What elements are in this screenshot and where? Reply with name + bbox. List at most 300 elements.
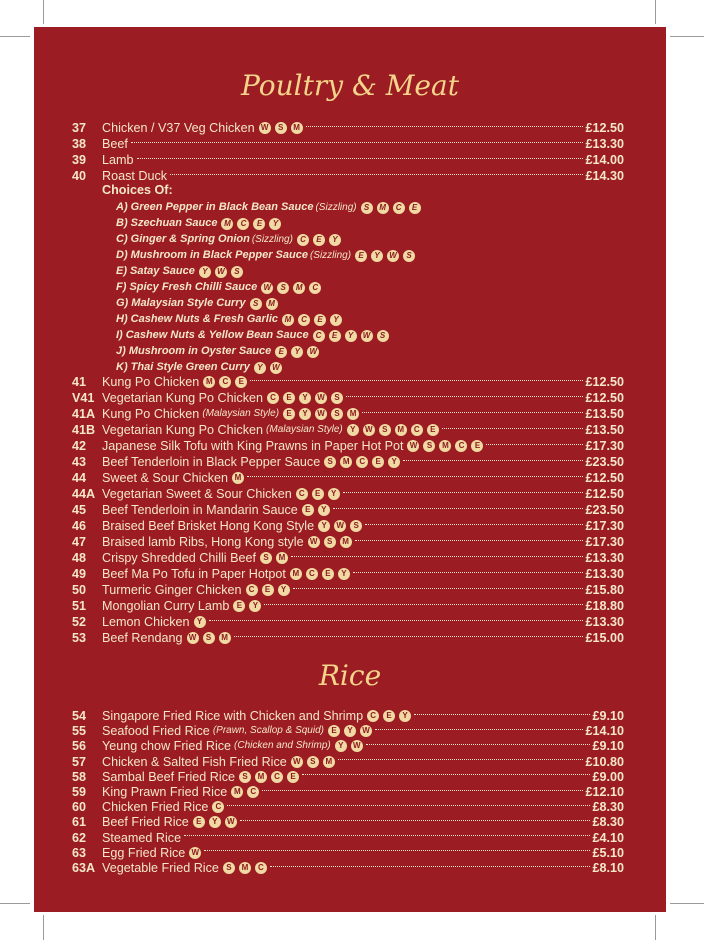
wheat-icon: W [315, 408, 327, 420]
item-price: £15.00 [585, 631, 624, 645]
egg-icon: E [328, 725, 340, 737]
sesame-icon: S [324, 456, 336, 468]
item-number: 51 [72, 599, 87, 613]
wheat-icon: W [291, 756, 303, 768]
allergen-icons [239, 771, 299, 783]
menu-item [34, 630, 666, 646]
soya-icon: Y [328, 488, 340, 500]
item-price: £10.80 [585, 754, 624, 769]
item-name: Kung Po Chicken [102, 407, 200, 421]
wheat-icon: W [315, 392, 327, 404]
dot-leader [264, 604, 583, 605]
mollusc-icon: M [203, 376, 215, 388]
allergen-icons [407, 440, 483, 452]
allergen-icons [193, 816, 237, 828]
wheat-icon: W [307, 346, 319, 358]
choice-name: C) Ginger & Spring Onion [116, 233, 250, 245]
allergen-icons [259, 122, 303, 134]
chilli-icon: C [367, 710, 379, 722]
crop-mark [670, 36, 704, 37]
crop-mark [655, 0, 656, 24]
item-price: £17.30 [585, 439, 624, 453]
sesame-icon: S [260, 552, 272, 564]
dot-leader [204, 850, 590, 851]
soya-icon: Y [209, 816, 221, 828]
item-price: £12.50 [585, 487, 624, 501]
egg-icon: E [302, 504, 314, 516]
item-note: (Malaysian Style) [266, 424, 343, 435]
item-number: 41B [72, 423, 96, 437]
mollusc-icon: M [231, 786, 243, 798]
item-price: £23.50 [585, 455, 624, 469]
allergen-icons [282, 314, 342, 326]
allergen-icons [367, 710, 411, 722]
egg-icon: E [283, 392, 295, 404]
sauce-choice [116, 248, 415, 263]
dot-leader [353, 572, 584, 573]
menu-item [34, 502, 666, 518]
egg-icon: E [193, 816, 205, 828]
item-price: £8.30 [592, 800, 624, 815]
dot-leader [184, 835, 590, 836]
mollusc-icon: M [290, 568, 302, 580]
mollusc-icon: M [276, 552, 288, 564]
menu-item [34, 422, 666, 438]
allergen-icons [223, 862, 267, 874]
crop-mark [655, 915, 656, 940]
allergen-icons [203, 376, 247, 388]
allergen-icons [194, 616, 206, 628]
wheat-icon: W [261, 282, 273, 294]
chilli-icon: C [297, 234, 309, 246]
allergen-icons [199, 266, 243, 278]
item-name: Singapore Fried Rice with Chicken and Shrimp [102, 709, 364, 723]
menu-item [34, 550, 666, 566]
allergen-icons [231, 786, 259, 798]
chilli-icon: C [309, 282, 321, 294]
item-price: £9.00 [592, 769, 624, 784]
sauce-choice [116, 328, 389, 343]
item-price: £8.30 [592, 815, 624, 830]
item-price: £8.10 [592, 861, 624, 875]
choice-name: A) Green Pepper in Black Bean Sauce [116, 201, 314, 213]
chilli-icon: C [246, 584, 258, 596]
item-price: £13.30 [585, 137, 624, 151]
item-name: Japanese Silk Tofu with King Prawns in Paper Hot Pot [102, 439, 404, 453]
choice-name: K) Thai Style Green Curry [116, 361, 250, 373]
item-number: 44A [72, 487, 96, 501]
choice-name: D) Mushroom in Black Pepper Sauce [116, 249, 308, 261]
mollusc-icon: M [347, 408, 359, 420]
sesame-icon: S [203, 632, 215, 644]
menu-page [34, 27, 666, 912]
item-number: V41 [72, 391, 95, 405]
dot-leader [247, 476, 583, 477]
choice-name: F) Spicy Fresh Chilli Sauce [116, 281, 258, 293]
dot-leader [262, 790, 583, 791]
item-number: 39 [72, 153, 87, 167]
chilli-icon: C [306, 568, 318, 580]
soya-icon: Y [194, 616, 206, 628]
item-name: Braised Beef Brisket Hong Kong Style [102, 519, 315, 533]
soya-icon: Y [371, 250, 383, 262]
sauce-choice [116, 264, 243, 279]
item-price: £12.50 [585, 375, 624, 389]
allergen-icons [347, 424, 439, 436]
item-name: Chicken / V37 Veg Chicken [102, 121, 255, 135]
item-price: £9.10 [592, 709, 624, 723]
soya-icon: Y [338, 568, 350, 580]
allergen-icons [335, 740, 363, 752]
dot-leader [234, 636, 584, 637]
sesame-icon: S [239, 771, 251, 783]
egg-icon: E [427, 424, 439, 436]
allergen-icons [212, 801, 224, 813]
menu-item [34, 518, 666, 534]
egg-icon: E [314, 314, 326, 326]
item-price: £9.10 [592, 739, 624, 754]
mollusc-icon: M [255, 771, 267, 783]
sauce-choice [116, 216, 281, 231]
item-price: £13.30 [585, 551, 624, 565]
item-number: 60 [72, 800, 87, 815]
allergen-icons [233, 600, 261, 612]
chilli-icon: C [219, 376, 231, 388]
menu-item [34, 152, 666, 168]
chilli-icon: C [247, 786, 259, 798]
soya-icon: Y [347, 424, 359, 436]
allergen-icons [355, 250, 415, 262]
allergen-icons [297, 234, 341, 246]
soya-icon: Y [299, 408, 311, 420]
item-number: 58 [72, 769, 87, 784]
dot-leader [227, 805, 590, 806]
item-price: £17.30 [585, 519, 624, 533]
menu-item [34, 168, 666, 184]
egg-icon: E [471, 440, 483, 452]
mollusc-icon: M [239, 862, 251, 874]
wheat-icon: W [334, 520, 346, 532]
egg-icon: E [383, 710, 395, 722]
item-price: £18.80 [585, 599, 624, 613]
menu-item [34, 390, 666, 406]
mollusc-icon: M [266, 298, 278, 310]
mollusc-icon: M [282, 314, 294, 326]
dot-leader [343, 492, 584, 493]
egg-icon: E [235, 376, 247, 388]
item-number: 48 [72, 551, 87, 565]
egg-icon: E [313, 234, 325, 246]
chilli-icon: C [411, 424, 423, 436]
sesame-icon: S [275, 122, 287, 134]
item-name: Sambal Beef Fried Rice [102, 769, 235, 784]
soya-icon: Y [344, 725, 356, 737]
item-note: (Chicken and Shrimp) [234, 740, 331, 752]
wheat-icon: W [360, 725, 372, 737]
item-price: £15.80 [585, 583, 624, 597]
choice-name: H) Cashew Nuts & Fresh Garlic [116, 313, 278, 325]
sesame-icon: S [277, 282, 289, 294]
item-note: (Prawn, Scallop & Squid) [212, 725, 324, 737]
item-number: 59 [72, 785, 87, 799]
item-name: Braised lamb Ribs, Hong Kong style [102, 535, 304, 549]
choice-note: (Sizzling) [309, 250, 352, 261]
item-name: Lamb [102, 153, 134, 167]
dot-leader [338, 759, 584, 760]
soya-icon: Y [345, 330, 357, 342]
sesame-icon: S [361, 202, 373, 214]
item-number: 37 [72, 121, 87, 135]
allergen-icons [246, 584, 290, 596]
wheat-icon: W [351, 740, 363, 752]
menu-item [34, 830, 666, 846]
chilli-icon: C [298, 314, 310, 326]
crop-mark [43, 0, 44, 24]
dot-leader [302, 774, 590, 775]
allergen-icons [275, 346, 319, 358]
allergen-icons [189, 847, 201, 859]
mollusc-icon: M [219, 632, 231, 644]
item-name: Seafood Fried Rice [102, 724, 210, 739]
item-price: £5.10 [592, 845, 624, 860]
item-name: King Prawn Fried Rice [102, 785, 228, 799]
mollusc-icon: M [232, 472, 244, 484]
item-name: Beef Tenderloin in Mandarin Sauce [102, 503, 298, 517]
allergen-icons [361, 202, 421, 214]
item-number: 47 [72, 535, 87, 549]
chilli-icon: C [455, 440, 467, 452]
sauce-choice [116, 344, 319, 359]
item-name: Beef Rendang [102, 631, 183, 645]
item-name: Chicken & Salted Fish Fried Rice [102, 754, 287, 769]
soya-icon: Y [254, 362, 266, 374]
dot-leader [137, 158, 584, 159]
sauce-choice [116, 232, 341, 247]
sesame-icon: S [250, 298, 262, 310]
wheat-icon: W [308, 536, 320, 548]
dot-leader [209, 620, 584, 621]
menu-item [34, 784, 666, 800]
item-price: £13.30 [585, 567, 624, 581]
choice-name: J) Mushroom in Oyster Sauce [116, 345, 272, 357]
choice-name: I) Cashew Nuts & Yellow Bean Sauce [116, 329, 309, 341]
allergen-icons [318, 520, 362, 532]
menu-item [34, 860, 666, 876]
menu-item [34, 738, 666, 754]
allergen-icons [267, 392, 343, 404]
sauce-choice [116, 360, 282, 375]
dot-leader [170, 174, 583, 175]
sauce-choice [116, 296, 278, 311]
item-number: 50 [72, 583, 87, 597]
wheat-icon: W [407, 440, 419, 452]
dot-leader [333, 508, 584, 509]
item-name: Egg Fried Rice [102, 845, 186, 860]
choice-note: (Sizzling) [315, 202, 357, 213]
wheat-icon: W [361, 330, 373, 342]
item-name: Vegetarian Sweet & Sour Chicken [102, 487, 292, 501]
soya-icon: Y [299, 392, 311, 404]
item-price: £12.10 [585, 785, 624, 799]
mollusc-icon: M [221, 218, 233, 230]
chilli-icon: C [296, 488, 308, 500]
chilli-icon: C [237, 218, 249, 230]
allergen-icons [302, 504, 330, 516]
sesame-icon: S [350, 520, 362, 532]
dot-leader [442, 428, 584, 429]
wheat-icon: W [225, 816, 237, 828]
menu-item [34, 470, 666, 486]
item-name: Steamed Rice [102, 830, 182, 845]
item-price: £12.50 [585, 121, 624, 135]
mollusc-icon: M [293, 282, 305, 294]
menu-item [34, 754, 666, 770]
item-price: £12.50 [585, 471, 624, 485]
menu-item [34, 120, 666, 136]
rice-section-title: Rice [318, 659, 382, 692]
dot-leader [362, 412, 583, 413]
soya-icon: Y [388, 456, 400, 468]
item-number: 52 [72, 615, 87, 629]
item-name: Vegetarian Kung Po Chicken [102, 391, 264, 405]
chilli-icon: C [255, 862, 267, 874]
dot-leader [240, 820, 591, 821]
wheat-icon: W [387, 250, 399, 262]
allergen-icons [254, 362, 282, 374]
soya-icon: Y [291, 346, 303, 358]
menu-item [34, 534, 666, 550]
wheat-icon: W [215, 266, 227, 278]
menu-item [34, 708, 666, 724]
egg-icon: E [329, 330, 341, 342]
item-number: 63A [72, 861, 96, 875]
item-number: 40 [72, 169, 87, 183]
soya-icon: Y [278, 584, 290, 596]
dot-leader [414, 714, 590, 715]
allergen-icons [283, 408, 359, 420]
crop-mark [0, 903, 30, 904]
menu-item [34, 454, 666, 470]
item-name: Beef Tenderloin in Black Pepper Sauce [102, 455, 321, 469]
chilli-icon: C [267, 392, 279, 404]
sesame-icon: S [307, 756, 319, 768]
crop-mark [670, 903, 704, 904]
item-price: £23.50 [585, 503, 624, 517]
allergen-icons [187, 632, 231, 644]
allergen-icons [296, 488, 340, 500]
menu-item [34, 814, 666, 830]
item-price: £17.30 [585, 535, 624, 549]
choice-note: (Sizzling) [251, 234, 293, 245]
menu-item [34, 438, 666, 454]
wheat-icon: W [187, 632, 199, 644]
item-name: Chicken Fried Rice [102, 800, 209, 815]
crop-mark [43, 915, 44, 940]
item-number: 55 [72, 724, 87, 739]
item-number: 63 [72, 845, 87, 860]
egg-icon: E [275, 346, 287, 358]
egg-icon: E [233, 600, 245, 612]
item-number: 49 [72, 567, 87, 581]
item-number: 42 [72, 439, 87, 453]
menu-item [34, 723, 666, 739]
item-name: Beef Ma Po Tofu in Paper Hotpot [102, 567, 286, 581]
egg-icon: E [287, 771, 299, 783]
menu-item [34, 799, 666, 815]
sesame-icon: S [379, 424, 391, 436]
item-price: £14.30 [585, 169, 624, 183]
menu-item [34, 486, 666, 502]
dot-leader [375, 729, 583, 730]
allergen-icons [291, 756, 335, 768]
mollusc-icon: M [340, 536, 352, 548]
choice-name: B) Szechuan Sauce [116, 217, 218, 229]
dot-leader [486, 444, 583, 445]
mollusc-icon: M [439, 440, 451, 452]
soya-icon: Y [330, 314, 342, 326]
item-number: 46 [72, 519, 87, 533]
wheat-icon: W [363, 424, 375, 436]
egg-icon: E [283, 408, 295, 420]
choice-name: E) Satay Sauce [116, 265, 195, 277]
menu-item [34, 374, 666, 390]
allergen-icons [308, 536, 352, 548]
egg-icon: E [409, 202, 421, 214]
wheat-icon: W [189, 847, 201, 859]
soya-icon: Y [249, 600, 261, 612]
sesame-icon: S [403, 250, 415, 262]
dot-leader [250, 380, 583, 381]
wheat-icon: W [270, 362, 282, 374]
allergen-icons [221, 218, 281, 230]
mollusc-icon: M [291, 122, 303, 134]
item-name: Mongolian Curry Lamb [102, 599, 230, 613]
poultry-section-title: Poultry & Meat [241, 69, 459, 102]
egg-icon: E [253, 218, 265, 230]
dot-leader [346, 396, 583, 397]
soya-icon: Y [399, 710, 411, 722]
crop-mark [0, 36, 30, 37]
sesame-icon: S [423, 440, 435, 452]
mollusc-icon: M [395, 424, 407, 436]
item-number: 54 [72, 709, 87, 723]
item-name: Roast Duck [102, 169, 168, 183]
allergen-icons [290, 568, 350, 580]
chilli-icon: C [313, 330, 325, 342]
menu-item [34, 582, 666, 598]
sauce-choice [116, 200, 421, 215]
soya-icon: Y [269, 218, 281, 230]
mollusc-icon: M [323, 756, 335, 768]
allergen-icons [250, 298, 278, 310]
sesame-icon: S [331, 392, 343, 404]
allergen-icons [313, 330, 389, 342]
egg-icon: E [355, 250, 367, 262]
soya-icon: Y [335, 740, 347, 752]
allergen-icons [328, 725, 372, 737]
choice-name: G) Malaysian Style Curry [116, 297, 246, 309]
item-price: £13.30 [585, 615, 624, 629]
item-number: 56 [72, 739, 87, 754]
item-name: Beef [102, 137, 128, 151]
chilli-icon: C [271, 771, 283, 783]
item-name: Vegetarian Kung Po Chicken [102, 423, 264, 437]
choices-label: Choices Of: [102, 183, 173, 197]
allergen-icons [324, 456, 400, 468]
dot-leader [293, 588, 584, 589]
allergen-icons [232, 472, 244, 484]
item-price: £14.00 [585, 153, 624, 167]
